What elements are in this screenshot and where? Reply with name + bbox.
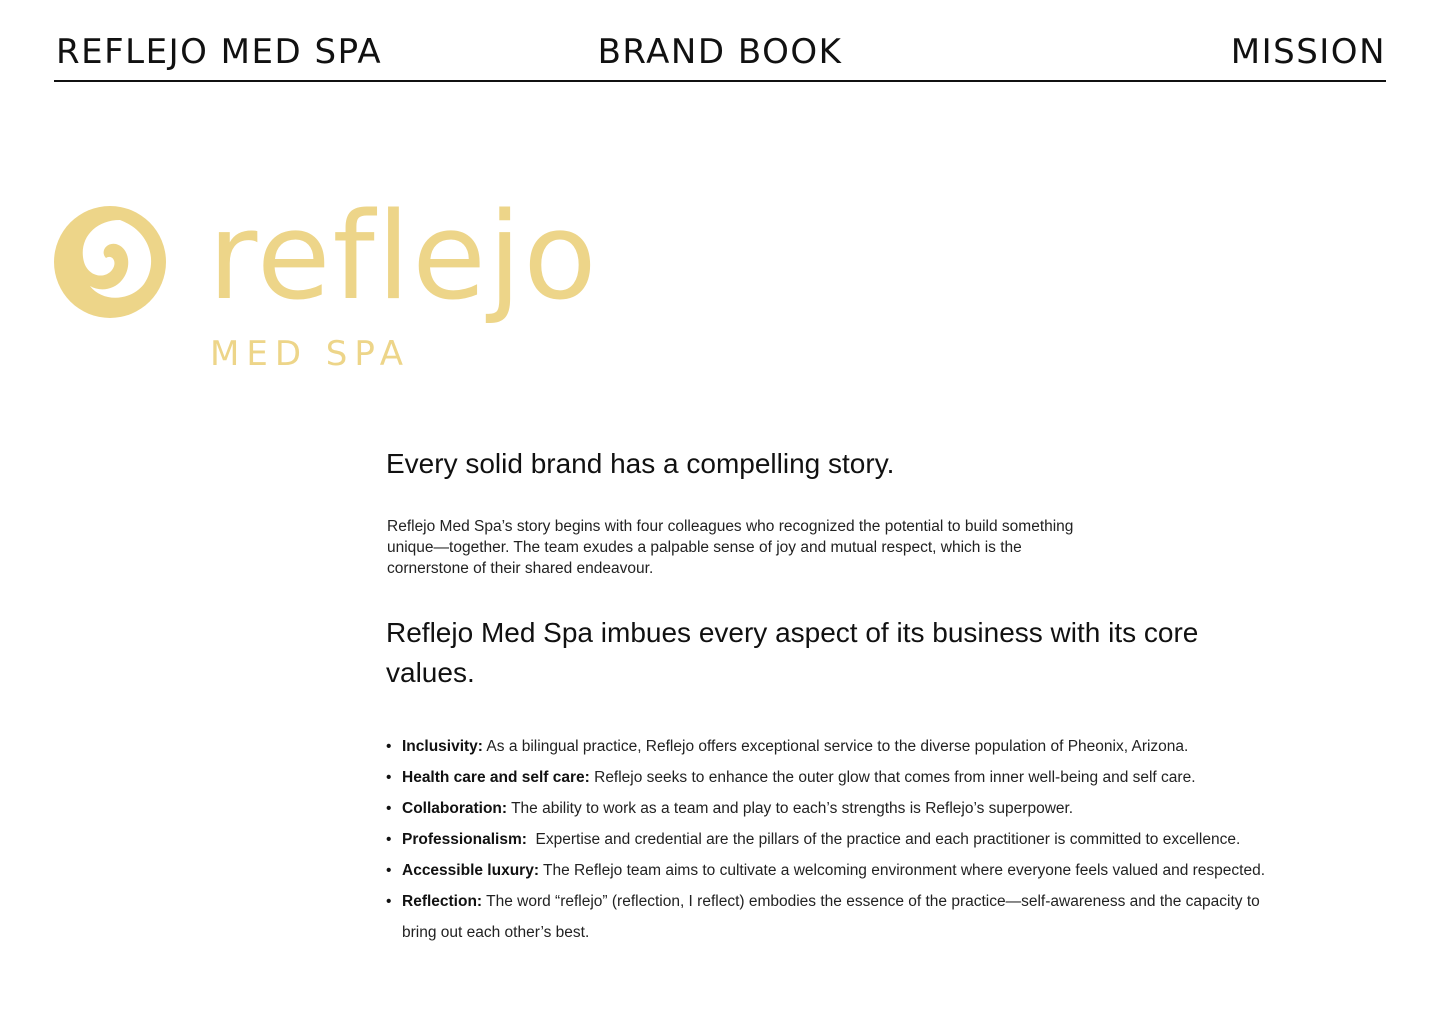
core-value-term: Collaboration: — [402, 800, 508, 817]
core-value-description: As a bilingual practice, Reflejo offers exceptional service to the diverse population of Pheonix, Arizona. — [482, 738, 1189, 755]
header-document-title: BRAND BOOK — [597, 32, 843, 72]
core-value-item — [386, 731, 1286, 762]
core-value-description: Reflejo seeks to enhance the outer glow that comes from inner well-being and self care. — [589, 769, 1196, 786]
core-value-item — [386, 855, 1286, 886]
core-values-heading: Reflejo Med Spa imbues every aspect of its business with its core values. — [386, 617, 1199, 688]
core-value-description: Expertise and credential are the pillars of the practice and each practitioner is committed to excellence. — [526, 831, 1241, 848]
page-header — [54, 30, 1386, 82]
reflejo-logo — [54, 188, 614, 388]
logo-wordmark: reflejo — [208, 188, 599, 327]
mission-content — [386, 444, 1286, 948]
header-brand-name: REFLEJO MED SPA — [56, 32, 383, 72]
core-value-description: The ability to work as a team and play to each’s strengths is Reflejo’s superpower. — [507, 800, 1074, 817]
header-section-title: MISSION — [1230, 32, 1386, 72]
core-value-item — [386, 824, 1286, 855]
core-value-description: The word “reflejo” (reflection, I reflect) embodies the essence of the practice—self-awareness and the capacity to bring out each other’s best. — [402, 893, 1265, 941]
core-value-item — [386, 762, 1286, 793]
logo-tagline: MED SPA — [210, 334, 410, 374]
core-value-term: Reflection: — [402, 893, 483, 910]
story-paragraph: Reflejo Med Spa’s story begins with four colleagues who recognized the potential to build something unique—together. The team exudes a palpable sense of joy and mutual respect, which is the cornerstone of their shared endeavour. — [387, 518, 1074, 577]
core-values-list — [386, 731, 1286, 948]
swirl-reflection-icon — [54, 206, 166, 318]
core-value-item — [386, 886, 1286, 948]
core-value-term: Health care and self care: — [402, 769, 590, 786]
story-heading: Every solid brand has a compelling story. — [386, 448, 895, 479]
core-value-description: The Reflejo team aims to cultivate a welcoming environment where everyone feels valued and respected. — [538, 862, 1266, 879]
core-value-term: Professionalism: — [402, 831, 527, 848]
core-value-term: Inclusivity: — [402, 738, 483, 755]
core-value-term: Accessible luxury: — [402, 862, 539, 879]
core-value-item — [386, 793, 1286, 824]
